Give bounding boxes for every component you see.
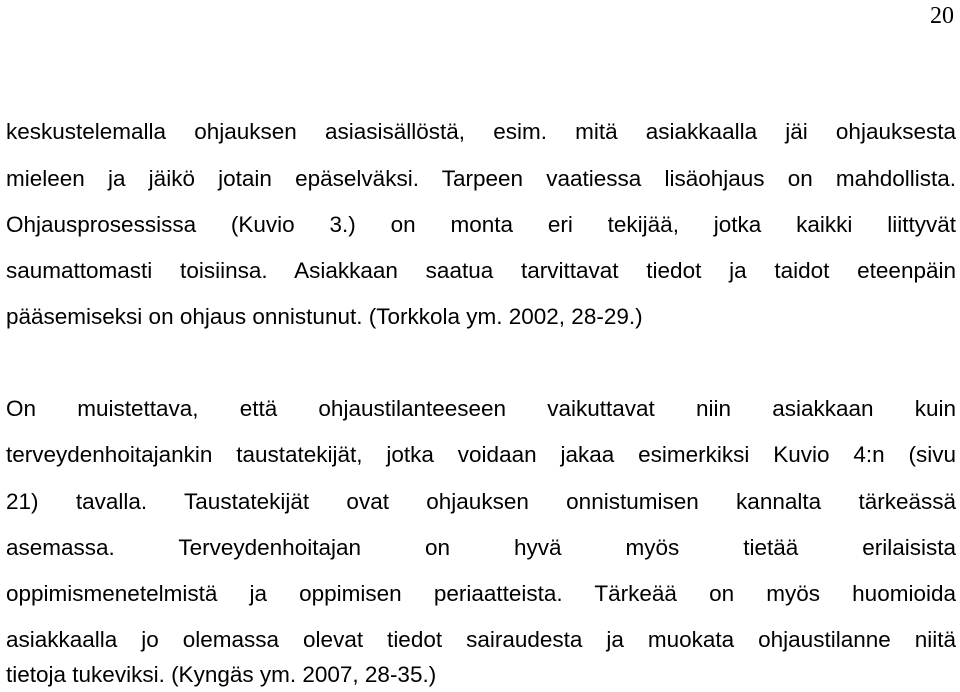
paragraph-line: 21) tavalla. Taustatekijät ovat ohjauksen onnistumisen kannalta tärkeässä xyxy=(6,489,956,514)
paragraph-line: keskustelemalla ohjauksen asiasisällöstä, esim. mitä asiakkaalla jäi ohjauksesta xyxy=(6,119,956,144)
paragraph-line: On muistettava, että ohjaustilanteeseen vaikuttavat niin asiakkaan kuin xyxy=(6,396,956,421)
paragraph-line: Ohjausprosessissa (Kuvio 3.) on monta eri tekijää, jotka kaikki liittyvät xyxy=(6,212,956,237)
page-number: 20 xyxy=(930,3,954,29)
paragraph-line: asiakkaalla jo olemassa olevat tiedot sairaudesta ja muokata ohjaustilanne niitä xyxy=(6,627,956,652)
paragraph-line: saumattomasti toisiinsa. Asiakkaan saatua tarvittavat tiedot ja taidot eteenpäin xyxy=(6,258,956,283)
paragraph-line: mieleen ja jäikö jotain epäselväksi. Tarpeen vaatiessa lisäohjaus on mahdollista. xyxy=(6,166,956,191)
paragraph-line: oppimismenetelmistä ja oppimisen periaatteista. Tärkeää on myös huomioida xyxy=(6,581,956,606)
paragraph-line: tietoja tukeviksi. (Kyngäs ym. 2007, 28-35.) xyxy=(6,662,437,687)
paragraph-line: terveydenhoitajankin taustatekijät, jotka voidaan jakaa esimerkiksi Kuvio 4:n (sivu xyxy=(6,442,956,467)
paragraph-line: pääsemiseksi on ohjaus onnistunut. (Torkkola ym. 2002, 28-29.) xyxy=(6,304,643,329)
paragraph-line: asemassa. Terveydenhoitajan on hyvä myös tietää erilaisista xyxy=(6,535,956,560)
